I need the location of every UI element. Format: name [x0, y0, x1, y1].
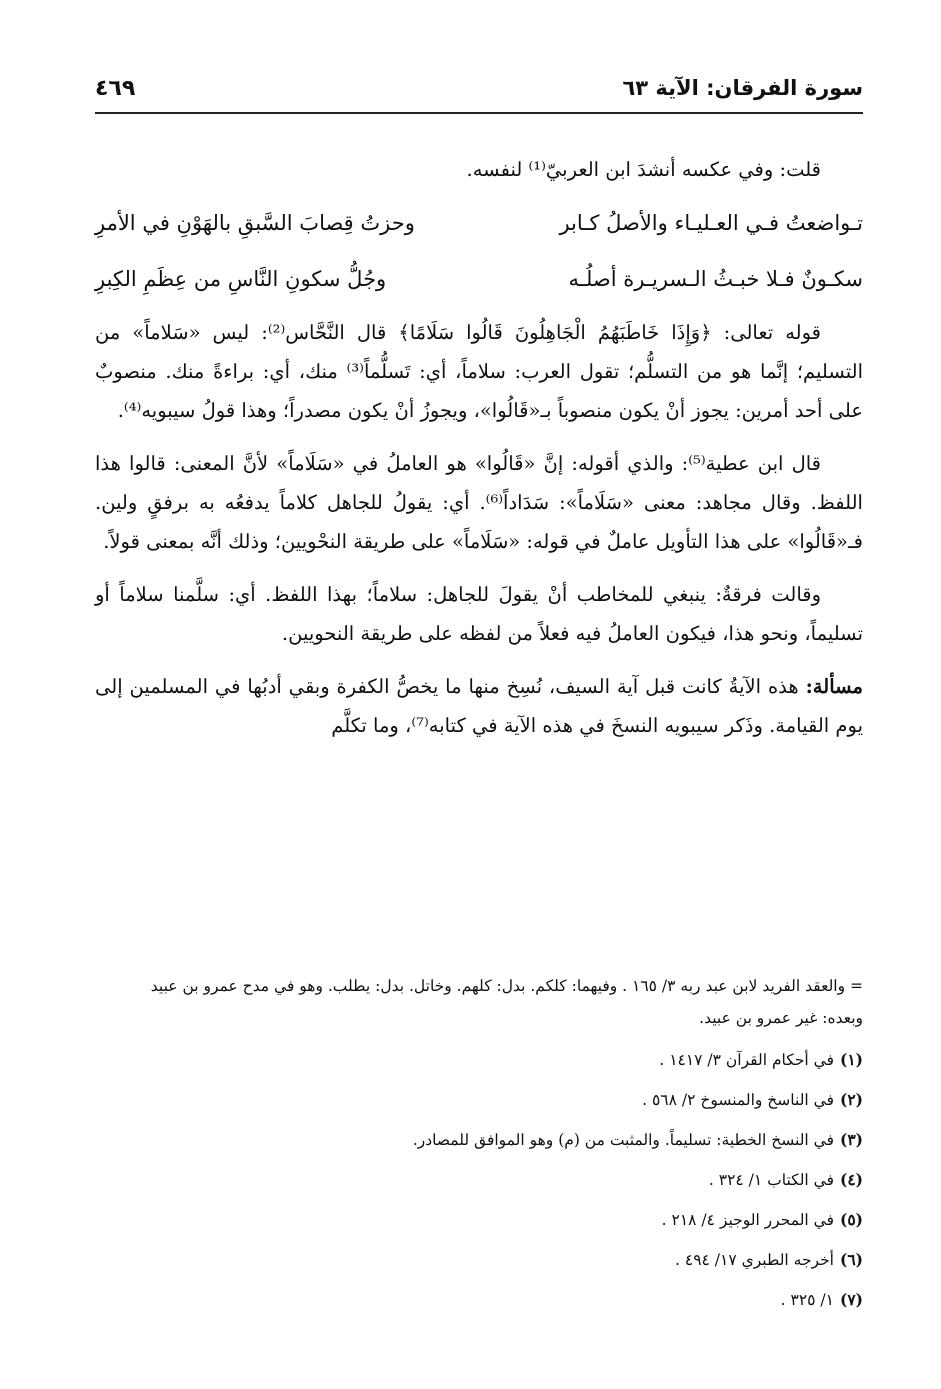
- verse-2-first-hemistich: سكـونٌ فـلا خبـثُ الـسريـرة أصلُـه: [568, 267, 863, 291]
- footnote-text: في النسخ الخطية: تسليماً. والمثبت من (م) وهو الموافق للمصادر.: [412, 1131, 834, 1149]
- footnote-text: في الناسخ والمنسوخ ٢/ ٥٦٨ .: [642, 1091, 834, 1109]
- page-header: [95, 72, 863, 114]
- page-number: ٤٦٩: [95, 76, 136, 101]
- footnote-number: (٦): [839, 1250, 863, 1269]
- footnote-6: [110, 1240, 863, 1280]
- verse-2-second-hemistich: وجُلُّ سكونِ النَّاسِ من عِظَمِ الكِبرِ: [95, 267, 387, 291]
- poem-verse-2: [95, 251, 863, 307]
- footnote-number: (٢): [839, 1090, 863, 1109]
- paragraph-intro: قلت: وفي عكسه أنشدَ ابن العربيّ⁽¹⁾ لنفسه.: [466, 158, 821, 181]
- footnote-text: ١/ ٣٢٥ .: [780, 1291, 834, 1309]
- main-text: [95, 150, 863, 759]
- masala-text: هذه الآيةُ كانت قبل آية السيف، نُسِخ منها ما يخصُّ الكفرة وبقي أدبُها في المسلمين إلى يوم القيامة. وذَكر سيبويه النسخَ في هذه الآية في كتابه⁽⁷⁾، وما تكلَّم: [95, 675, 863, 737]
- footnote-1: [110, 1040, 863, 1080]
- paragraph-ibn-atiyya: قال ابن عطية⁽⁵⁾: والذي أقوله: إنَّ «قَالُوا» هو العاملُ في «سَلَاماً» لأنَّ المعنى: قالوا هذا اللفظ. وقال مجاهد: معنى «سَلَاماً»: سَدَاداً⁽⁶⁾. أي: يقولُ للجاهل كلاماً يدفعُه به برفقٍ ولين. فـ«قَالُوا» على هذا التأويل عاملٌ في قوله: «سَلَاماً» على طريقة النحْويين؛ وذلك أنَّه بمعنى قولاً.: [95, 452, 863, 553]
- running-title: سورة الفرقان: الآية ٦٣: [622, 76, 863, 100]
- footnote-4: [110, 1160, 863, 1200]
- paragraph-quran-verse: قوله تعالى: ﴿وَإِذَا خَاطَبَهُمُ الْجَاهِلُونَ قَالُوا سَلَامًا﴾ قال النَّحَّاس⁽²⁾: ليس «سَلاماً» من التسليم؛ إنَّما هو من التسلُّم؛ تقول العرب: سلاماً، أي: تَسلُّماً⁽³⁾ منك، أي: براءةً منك. منصوبٌ على أحد أمرين: يجوز أنْ يكون منصوباً بـ«قَالُوا»، ويجوزُ أنْ يكون مصدراً؛ وهذا قولُ سيبويه⁽⁴⁾.: [95, 321, 863, 422]
- footnote-text: في المحرر الوجيز ٤/ ٢١٨ .: [661, 1211, 834, 1229]
- footnote-3: [110, 1120, 863, 1160]
- footnote-7: [110, 1280, 863, 1320]
- footnotes: [110, 970, 863, 1320]
- footnote-number: (١): [839, 1050, 863, 1069]
- verse-1-first-hemistich: تـواضعتُ فـي العـليـاء والأصلُ كـابر: [559, 211, 863, 235]
- footnote-number: (٥): [839, 1210, 863, 1229]
- footnote-number: (٣): [839, 1130, 863, 1149]
- masala-label: مسألة:: [805, 675, 863, 698]
- poem-verse-1: [95, 195, 863, 251]
- footnote-text: في أحكام القرآن ٣/ ١٤١٧ .: [659, 1051, 834, 1069]
- paragraph-masala: [95, 667, 863, 745]
- footnote-continuation: = والعقد الفريد لابن عبد ربه ٣/ ١٦٥ . وفيهما: كلكم. بدل: كلهم. وخاتل. بدل: يطلب. وهو في مدح عمرو بن عبيد وبعده: غير عمرو بن عبيد.: [150, 977, 863, 1027]
- footnote-2: [110, 1080, 863, 1120]
- footnote-number: (٤): [839, 1170, 863, 1189]
- verse-1-second-hemistich: وحزتُ قِصابَ السَّبقِ بالهَوْنِ في الأمرِ: [95, 211, 415, 235]
- footnote-text: أخرجه الطبري ١٧/ ٤٩٤ .: [675, 1251, 834, 1269]
- footnote-number: (٧): [839, 1290, 863, 1309]
- paragraph-firqa: وقالت فرقةٌ: ينبغي للمخاطب أنْ يقولَ للجاهل: سلاماً؛ بهذا اللفظ. أي: سلَّمنا سلاماً أو تسليماً، ونحو هذا، فيكون العاملُ فيه فعلاً من لفظه على طريقة النحويين.: [95, 583, 863, 645]
- footnote-text: في الكتاب ١/ ٣٢٤ .: [708, 1171, 834, 1189]
- footnote-5: [110, 1200, 863, 1240]
